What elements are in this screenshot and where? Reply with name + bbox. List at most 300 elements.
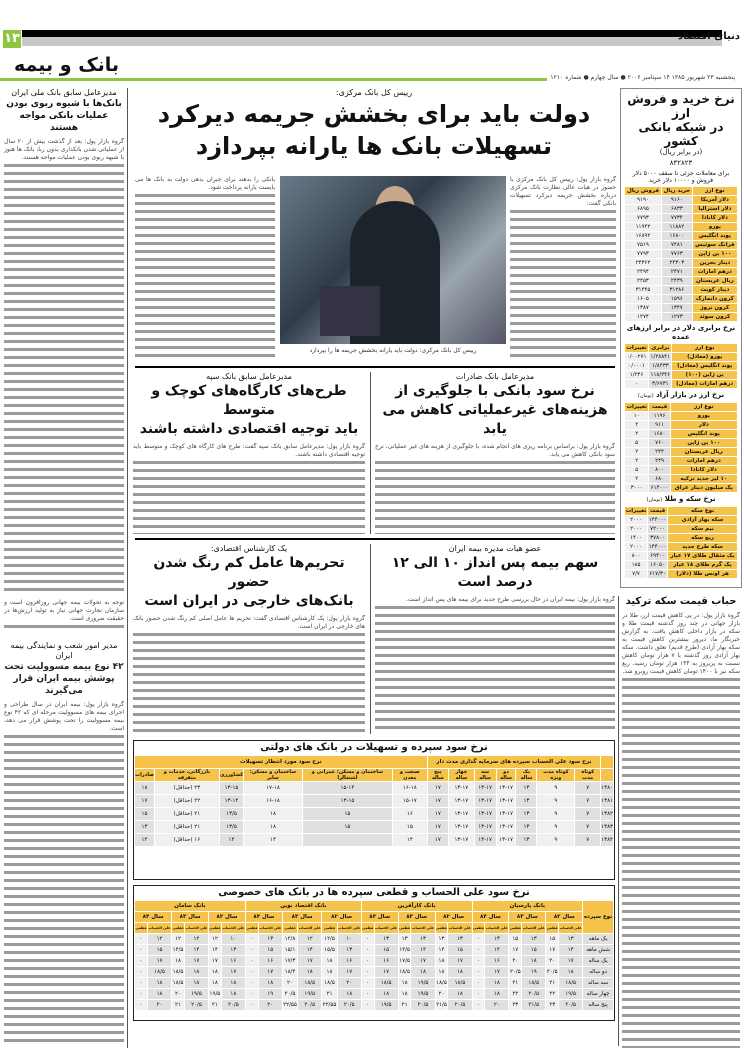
table-cell: ۱۳-۱۷ xyxy=(497,782,516,794)
table-cell: ۷ xyxy=(575,782,600,794)
table-cell: ۱۳۸۷ xyxy=(625,304,661,312)
table-cell: ۲۰۰۰ xyxy=(625,525,647,533)
table-cell: ۰ xyxy=(473,967,485,977)
article-body xyxy=(375,443,615,534)
table-cell: ۱۸ xyxy=(209,978,221,988)
article-kicker: عضو هیات مدیره بیمه ایران xyxy=(448,544,542,553)
row-label: پنج ساله xyxy=(583,1000,613,1010)
table-row xyxy=(625,448,737,456)
gov-rates-table xyxy=(134,755,614,847)
table-cell: ۱۷ xyxy=(509,945,521,955)
rates-code: ۸۳۲۸۲۳ xyxy=(669,159,693,167)
dateline: پنجشنبه ۲۳ شهریور ۱۳۸۵ ۱۴ سپتامبر ۲۰۰۶ ● سال چهارم ● شماره ۱۲۱۰ xyxy=(547,74,738,81)
table-cell: ۲۱/۵ xyxy=(522,1000,545,1010)
table-cell: ۱۸ xyxy=(399,989,411,999)
table-cell: ۱۳ xyxy=(516,782,536,794)
table-row xyxy=(625,196,737,204)
table-cell: ۶۸۳۳ xyxy=(662,205,692,213)
table-cell: ۲۳ (حداقل) xyxy=(155,782,219,794)
table-cell xyxy=(303,834,392,846)
row-label: دینار کویت xyxy=(693,286,737,294)
lead-body-right xyxy=(510,176,616,361)
table-cell: ۱۳-۱۷ xyxy=(475,782,496,794)
year-header-row xyxy=(135,912,613,922)
table-cell: ۱۸ xyxy=(185,967,208,977)
table-row xyxy=(625,268,737,276)
table-cell: ۰/۰۰۰۱ xyxy=(625,362,648,370)
bank-header: بانک سامان xyxy=(135,901,245,911)
column-header: یک ساله xyxy=(516,769,536,781)
table-row xyxy=(625,380,737,388)
left-article2-headline: ۴۲ نوع بیمه مسوولیت تحت پوشش بیمه ایران قرار می‌گیرند xyxy=(4,662,124,696)
coin-title-text: نرخ سکه و طلا xyxy=(664,495,716,503)
table-cell: ۱۶۸۰۰ xyxy=(662,232,692,240)
table-cell: ۱۲/۵ xyxy=(324,936,335,942)
table-row xyxy=(625,552,737,560)
sub-header: قطعی xyxy=(546,923,558,933)
table-row xyxy=(625,362,737,370)
table-cell: ۱۳ xyxy=(436,934,448,944)
sub-header: قطعی xyxy=(322,923,336,933)
table-cell: ۱۳ xyxy=(399,934,411,944)
year-header: سال ۸۳ xyxy=(399,912,435,922)
table-cell: ۷۶۰ xyxy=(649,439,669,447)
article-kicker: مدیرعامل بانک صادرات xyxy=(455,372,535,381)
private-table-title: نرخ سود علی الحساب و قطعی سپرده ها در بانک های خصوصی xyxy=(218,887,530,898)
sub-header: قطعی xyxy=(246,923,258,933)
table-cell: ۱۶-۱۸ xyxy=(244,795,302,807)
table-cell: ۱۷ xyxy=(411,956,434,966)
row-label: دلار xyxy=(671,421,737,429)
table-cell: ۱۶-۱۸ xyxy=(393,782,427,794)
table-cell: ۱۳ xyxy=(485,934,508,944)
table-cell: ۸۰۰ xyxy=(625,552,647,560)
table-cell: ۱۲ xyxy=(185,934,208,944)
table-cell: ۱۷ xyxy=(428,821,448,833)
table-row xyxy=(625,561,737,569)
table-cell: ۱۴ xyxy=(298,945,321,955)
table-cell: ۰ xyxy=(473,1000,485,1010)
article-text: گروه بازار پول: یک کارشناس اقتصادی گفت: تحریم ها عامل اصلی کم رنگ شدن حضور بانک های خارجی در ایران است. xyxy=(133,615,365,630)
table-cell: ۱۸ xyxy=(375,989,398,999)
table-row xyxy=(625,543,737,551)
table-cell: ۱۸ xyxy=(436,956,448,966)
column-header: نوع سکه xyxy=(668,507,737,515)
bank-header-row xyxy=(135,901,613,911)
table-cell: ۰/۰۰۲۷۱ xyxy=(626,354,647,360)
column-header: قیمت xyxy=(649,403,669,411)
row-label: کرون نروژ xyxy=(693,304,737,312)
parity-table xyxy=(624,343,738,389)
table-cell: ۰ xyxy=(362,967,374,977)
table-row xyxy=(625,466,737,474)
table-cell: ۰ xyxy=(246,1000,258,1010)
table-row xyxy=(625,353,737,361)
table-cell: ۱۳/۵ xyxy=(220,808,243,820)
table-cell: ۰ xyxy=(473,945,485,955)
table-cell: ۲۱ xyxy=(546,978,558,988)
bank-header: بانک پارسیان xyxy=(473,901,583,911)
lead-photo xyxy=(280,176,506,344)
table-cell: ۰ xyxy=(246,967,258,977)
column-header: نوع ارز xyxy=(671,403,737,411)
table-cell: ۹۱۱ xyxy=(649,421,669,429)
row-label: ریال عربستان xyxy=(671,448,737,456)
table-cell: ۱۷-۱۸ xyxy=(244,782,302,794)
sub-header: قطعی xyxy=(209,923,221,933)
table-cell: ۱۵۹۶ xyxy=(662,295,692,303)
table-row xyxy=(135,956,613,966)
table-cell: ۱۵/۱ xyxy=(284,947,296,953)
table-cell: ۹ xyxy=(537,782,574,794)
table-cell: ۱۷ xyxy=(338,967,361,977)
table-cell: ۱۵ xyxy=(375,945,398,955)
year-header: سال ۸۲ xyxy=(209,912,245,922)
table-cell: ۱۸ xyxy=(448,967,471,977)
table-cell: ۲۰/۵ xyxy=(222,1000,245,1010)
table-cell: ۲۳ xyxy=(509,1000,521,1010)
header-band xyxy=(22,37,722,46)
column-header: قیمت xyxy=(649,508,666,514)
rates-note: برای معاملات جزئی تا سقف ۵۰۰۰ دلار فروش و ۱۰۰۰۰ دلار خرید xyxy=(632,170,730,184)
table-cell: ۱۷/۵ xyxy=(399,958,410,964)
row-label: کرون سوئد xyxy=(693,313,737,321)
table-cell: ۱۷ xyxy=(135,795,154,807)
table-cell: ۱۲۷۴ xyxy=(625,313,661,321)
table-row xyxy=(135,782,613,794)
table-row xyxy=(625,457,737,465)
bank-header: بانک اقتصاد نوین xyxy=(246,901,361,911)
table-cell: ۱۱۸/۲۴۶ xyxy=(650,372,671,378)
table-cell: ۶۸۹۵ xyxy=(625,205,661,213)
table-cell: ۱۶ xyxy=(375,956,398,966)
column-header: تغییرات xyxy=(626,345,647,351)
table-cell: ۱۷ xyxy=(298,956,321,966)
column-header: نوع ارز xyxy=(693,187,737,195)
table-cell: ۱۵/۵ xyxy=(324,947,335,953)
table-cell: ۱۳ xyxy=(516,834,536,846)
table-cell: ۰ xyxy=(362,934,374,944)
column-header xyxy=(601,769,613,781)
left-article-2 xyxy=(4,641,124,1046)
table-row xyxy=(625,430,737,438)
row-label: ۱۰۰ ین ژاپن xyxy=(693,250,737,258)
table-cell: ۱۴۰۰ xyxy=(625,534,647,542)
row-label: ۱۰۰ ین ژاپن xyxy=(671,439,737,447)
table-row xyxy=(625,223,737,231)
table-cell: ۱۳-۱۷ xyxy=(497,821,516,833)
sub-header: علی الحساب xyxy=(559,923,582,933)
table-row xyxy=(135,978,613,988)
corner-cell xyxy=(601,756,613,768)
table-cell: ۹۱۹۰ xyxy=(625,196,661,204)
table-cell: ۱۵-۱۴ xyxy=(303,782,392,794)
row-label: ۱۰ لیر جدید ترکیه xyxy=(671,475,737,483)
article-text: گروه بازار پول: براساس برنامه ریزی های انجام شده، با جلوگیری از هزینه های غیر عملیاتی، نرخ سود بانکی کاهش می یابد. xyxy=(375,443,615,458)
row-label: پوند انگلیس xyxy=(693,232,737,240)
table-cell: ۱۷ xyxy=(559,956,582,966)
row-label: یک گرم طلای ۱۸ عیار xyxy=(668,561,737,569)
table-cell: ۱۸/۵ xyxy=(522,978,545,988)
row-year: ۱۳۸۱ xyxy=(601,795,613,807)
table-cell: ۱۶ xyxy=(338,956,361,966)
table-cell: ۱۷ xyxy=(428,782,448,794)
column-header: بازرگانی، خدمات و متفرقه xyxy=(155,769,219,781)
table-cell: ۱۴ xyxy=(220,834,243,846)
article-headline: نرخ سود بانکی با جلوگیری از xyxy=(395,383,595,399)
table-cell: ۱۶ (حداقل) xyxy=(155,834,219,846)
table-cell: ۱۶۸۹۲ xyxy=(625,232,661,240)
table-row xyxy=(625,371,737,379)
table-cell: ۱۴۴۰۰۰ xyxy=(648,517,667,523)
table-row xyxy=(625,205,737,213)
sub-header: قطعی xyxy=(172,923,184,933)
table-cell: ۱۶۸۰ xyxy=(649,430,669,438)
table-cell: ۲۰ xyxy=(283,978,297,988)
table-cell: ۲۰/۵ xyxy=(559,1000,582,1010)
column-header: صنعت و معدن xyxy=(393,769,427,781)
table-row xyxy=(135,795,613,807)
table-cell: ۱۲ xyxy=(172,934,184,944)
table-cell: ۳۱۴۴۵ xyxy=(625,286,661,294)
year-header: سال ۸۲ xyxy=(322,912,360,922)
table-cell: ۰ xyxy=(135,967,147,977)
lead-story-header xyxy=(135,88,613,162)
table-cell: ۰ xyxy=(362,989,374,999)
rates-title: نرخ خرید و فروش ارز xyxy=(627,92,735,120)
table-cell: ۲۲ (حداقل) xyxy=(155,795,219,807)
column-header: کوتاه مدت xyxy=(575,769,600,781)
table-cell: ۱۸/۵ xyxy=(298,978,321,988)
table-cell: ۱۷ xyxy=(148,956,171,966)
sub-header: علی الحساب xyxy=(375,923,398,933)
sub-header: علی الحساب xyxy=(298,923,321,933)
table-cell: ۲۰/۵ xyxy=(509,969,521,975)
table-cell: ۱۴ xyxy=(135,834,154,846)
table-header-row xyxy=(625,344,737,352)
article-headline: تحریم‌ها عامل کم رنگ شدن حضور xyxy=(153,555,345,590)
year-header: سال ۸۴ xyxy=(362,912,398,922)
row-label: یورو (معادل) xyxy=(672,353,737,361)
row-year: ۱۳۸۴ xyxy=(601,834,613,846)
table-cell: ۱۲ xyxy=(209,934,221,944)
table-cell: ۱۴ xyxy=(209,945,221,955)
year-header: سال ۸۳ xyxy=(509,912,545,922)
table-cell: ۱۹/۵ xyxy=(209,991,221,997)
table-cell: ۲۰ xyxy=(485,1000,508,1010)
column-rule xyxy=(618,596,619,1046)
page-number: ۱۳ xyxy=(4,31,20,46)
table-cell: ۲۴۳۹ xyxy=(662,277,692,285)
table-cell: ۱۸ xyxy=(559,967,582,977)
table-row xyxy=(135,821,613,833)
column-header: برابری xyxy=(649,344,671,352)
left-article-kicker: مدیرعامل سابق بانک ملی ایران xyxy=(11,88,117,97)
table-cell: ۵ xyxy=(625,466,648,474)
table-cell: ۱۸ xyxy=(244,808,302,820)
table-row xyxy=(625,475,737,483)
column-header: دو ساله xyxy=(497,769,516,781)
column-header: سه ساله xyxy=(475,769,496,781)
table-row xyxy=(625,250,737,258)
table-cell: ۲۰ xyxy=(509,956,521,966)
table-cell: ۲۴۹ xyxy=(649,457,669,465)
table-cell: ۱۷ xyxy=(448,956,471,966)
table-cell: ۵ xyxy=(625,439,648,447)
table-cell: ۷۵۱۹ xyxy=(625,241,661,249)
column-header: چهار ساله xyxy=(449,769,474,781)
table-cell: ۱۷ xyxy=(546,945,558,955)
row-label: دو ساله xyxy=(583,967,613,977)
column-rule xyxy=(370,372,371,534)
table-cell: ۱۹/۵ xyxy=(185,989,208,999)
table-cell: ۹ xyxy=(537,821,574,833)
table-cell: ۲۰/۵ xyxy=(298,1000,321,1010)
row-label: ریال عربستان xyxy=(693,277,737,285)
table-cell: ۲۴۳۶۲ xyxy=(625,259,661,267)
table-header-row xyxy=(135,769,613,781)
lead-headline: دولت باید برای بخشش جریمه دیرکرد xyxy=(157,100,591,128)
table-cell: ۱۵ xyxy=(148,945,171,955)
row-label: نیم سکه xyxy=(668,525,737,533)
table-cell: ۲ xyxy=(625,475,648,483)
table-cell: ۰ xyxy=(135,956,147,966)
article-text: گروه بازار پول: بیمه ایران در حال بررسی طرح جدید برای بیمه های پس انداز است. xyxy=(375,596,615,604)
table-cell: ۱۸/۴ xyxy=(284,969,296,975)
table-cell: ۱۳/۵ xyxy=(220,821,243,833)
table-cell: ۲۳ xyxy=(546,1000,558,1010)
table-cell: ۰ xyxy=(362,956,374,966)
row-label: دینار بحرین xyxy=(693,259,737,267)
table-cell: ۶۱۴۰۰۰ xyxy=(650,485,669,491)
table-cell: ۰ xyxy=(246,945,258,955)
row-label: ین ژاپن (۱۰۰) xyxy=(672,371,737,379)
table-cell: ۶۸۰ xyxy=(649,475,669,483)
table-cell: ۷ xyxy=(575,795,600,807)
table-cell: ۱۸/۵ xyxy=(324,980,335,986)
table-cell: ۱۸ xyxy=(338,989,361,999)
article-body xyxy=(133,443,365,534)
row-label: پوند انگلیس (معادل) xyxy=(672,362,737,370)
table-header-row xyxy=(625,187,737,195)
sub-header: علی الحساب xyxy=(259,923,282,933)
table-row xyxy=(625,525,737,533)
table-cell: ۲۰/۵ xyxy=(284,991,296,997)
column-header: خرید ریال xyxy=(663,188,691,194)
table-cell: ۱۳-۱۷ xyxy=(497,795,516,807)
table-cell: ۰ xyxy=(135,989,147,999)
table-row xyxy=(625,214,737,222)
table-cell: ۱۳-۱۷ xyxy=(497,834,516,846)
table-row xyxy=(135,945,613,955)
year-header: سال ۸۲ xyxy=(546,912,582,922)
section-title: بانک و بیمه xyxy=(14,54,120,76)
table-cell: ۱۲ xyxy=(298,934,321,944)
table-cell: ۷۷۶۳ xyxy=(662,250,692,258)
table-cell: ۱۸ xyxy=(411,967,434,977)
table-cell: ۰ xyxy=(473,956,485,966)
table-cell: ۷ xyxy=(575,821,600,833)
sub-header: علی الحساب xyxy=(522,923,545,933)
lead-body-left-text: بانکی را بدهند برای جبران بدهی دولت به بانک ها می بایست یارانه پرداخت شود. xyxy=(135,176,275,191)
table-cell: ۰ xyxy=(135,1000,147,1010)
table-header-row xyxy=(625,507,737,515)
table-cell: ۱۳ xyxy=(259,934,282,944)
table-cell: ۰ xyxy=(362,945,374,955)
table-row xyxy=(625,534,737,542)
free-market-title xyxy=(624,391,738,401)
divider xyxy=(0,78,630,81)
table-cell: ۱۳-۱۷ xyxy=(449,834,474,846)
row-label: یک ماهه xyxy=(583,934,613,944)
table-cell: ۰ xyxy=(362,1000,374,1010)
row-label: کرون دانمارک xyxy=(693,295,737,303)
coin-article-body xyxy=(622,612,740,1048)
table-cell: ۱۸ xyxy=(259,978,282,988)
table-cell: ۱۳-۱۷ xyxy=(449,795,474,807)
table-cell: ۲۴۷۱ xyxy=(662,268,692,276)
lead-body-text: گروه بازار پول: رییس کل بانک مرکزی با حضور در هیات عالی نظارت بانک مرکزی درباره بخشش جریمه دیرکرد تسهیلات بانکی گفت: xyxy=(510,176,616,207)
table-cell: ۰ xyxy=(362,978,374,988)
table-cell: ۱۸ xyxy=(436,967,448,977)
table-cell: ۱۳-۱۷ xyxy=(497,808,516,820)
row-year: ۱۳۸۰ xyxy=(601,782,613,794)
sub-header: علی الحساب xyxy=(411,923,434,933)
table-row xyxy=(135,834,613,846)
parity-title: نرخ برابری دلار در برابر ارزهای عمده xyxy=(626,324,736,341)
table-cell: ۱۴ xyxy=(485,945,508,955)
table-cell: ۱/۲۴۶ xyxy=(625,371,648,379)
table-cell: ۲۱ xyxy=(172,1000,184,1010)
table-cell: ۷ xyxy=(575,808,600,820)
photo-caption: رییس کل بانک مرکزی: دولت باید یارانه بخشش جریمه ها را بپردازد xyxy=(309,347,477,354)
table-cell: ۱۲ xyxy=(148,934,171,944)
article-sanctions xyxy=(133,544,365,734)
table-cell: ۲۰/۵ xyxy=(522,989,545,999)
table-cell: ۳/۶۷۳۱ xyxy=(649,380,671,388)
table-cell: ۱۴ xyxy=(411,945,434,955)
left-article xyxy=(4,88,124,633)
table-cell: ۲۱ (حداقل) xyxy=(155,808,219,820)
left-article2-text: گروه بازار پول: بیمه ایران در سال طراحی و اجرای بیمه های مسوولیت مرحله ای که ۴۲ نوع بیمه مسوولیت را تحت پوشش قرار می دهد، است. xyxy=(4,701,124,732)
newspaper-logo: دنیای اقتصاد xyxy=(677,31,740,42)
table-cell: ۰ xyxy=(246,978,258,988)
left-article2-kicker: مدیر امور شعب و نمایندگی بیمه ایران xyxy=(10,641,118,660)
table-cell: ۱/۸۴۳۳ xyxy=(649,362,671,370)
article-sepah xyxy=(133,372,365,534)
table-cell: ۱۷ xyxy=(209,956,221,966)
table-cell: ۱۹/۵ xyxy=(411,989,434,999)
loan-group-header: نرخ سود مورد انتظار تسهیلات xyxy=(135,756,427,768)
row-label: چهار ساله xyxy=(583,989,613,999)
year-header: سال ۸۳ xyxy=(172,912,208,922)
row-year: ۱۳۸۳ xyxy=(601,821,613,833)
table-cell: ۱۳ xyxy=(338,945,361,955)
table-cell: ۲ xyxy=(625,457,648,465)
table-row xyxy=(625,412,737,420)
table-cell: ۲۴۳۰۳ xyxy=(662,259,692,267)
table-cell: ۷۲۰۰۰ xyxy=(648,525,667,533)
table-cell: ۲۲ xyxy=(509,989,521,999)
table-cell: ۲۰/۵ xyxy=(185,1000,208,1010)
table-cell: ۱۸ xyxy=(148,989,171,999)
table-cell: ۱۴/۵ xyxy=(399,947,410,953)
table-row xyxy=(135,967,613,977)
article-body xyxy=(375,596,615,734)
table-cell: ۲۱ xyxy=(509,978,521,988)
table-cell: ۱۸/۵ xyxy=(436,980,447,986)
sub-header: قطعی xyxy=(135,923,147,933)
